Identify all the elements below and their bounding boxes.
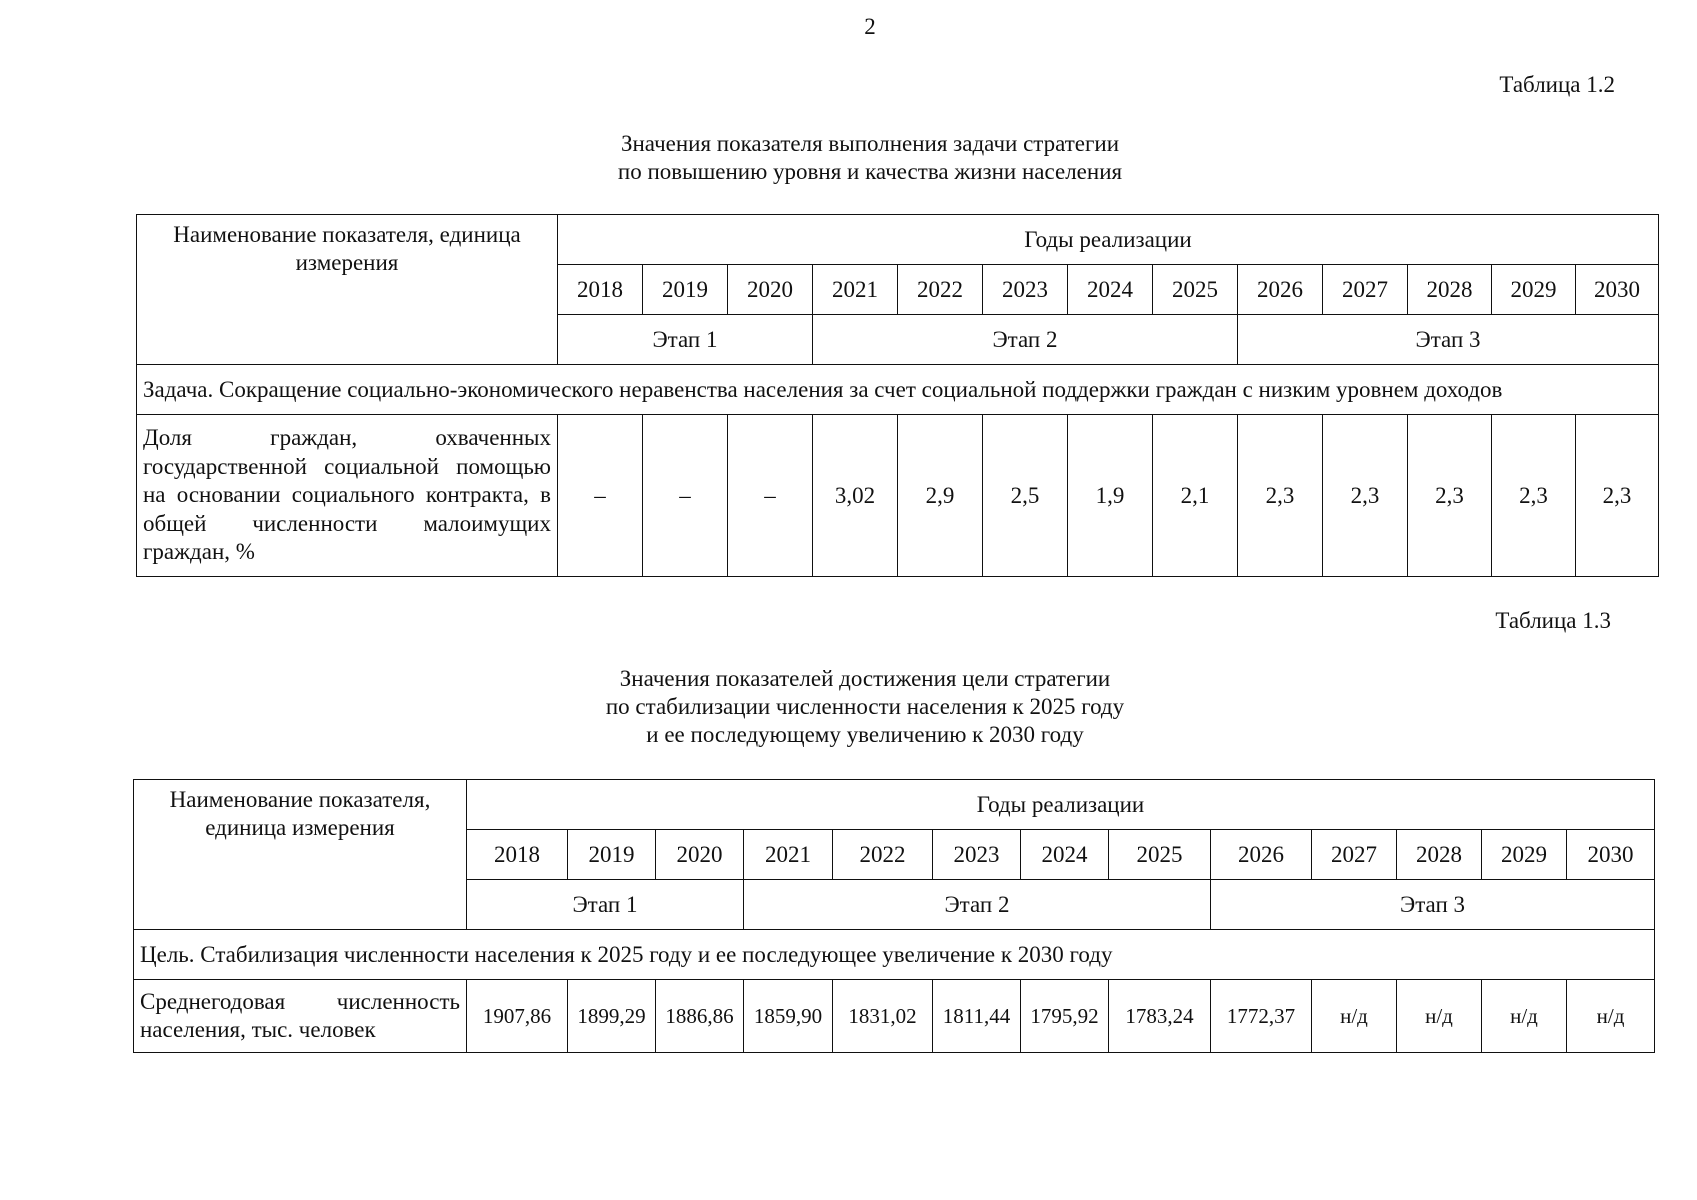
table-title-line: и ее последующему увеличению к 2030 году	[646, 722, 1084, 747]
value-cell: 1783,24	[1109, 980, 1211, 1053]
table-title-line: Значения показателя выполнения задачи стратегии	[620, 131, 1120, 156]
task-row: Задача. Сокращение социально-экономического неравенства населения за счет социальной поддержки граждан с низким уровнем доходов	[137, 365, 1659, 415]
header-years: Годы реализации	[467, 780, 1655, 830]
value-cell: 2,3	[1238, 415, 1323, 577]
value-cell: –	[558, 415, 643, 577]
indicator-name: Доля граждан, охваченных государственной социальной помощью на основании социального контракта, в общей численности малоимущих граждан, %	[137, 415, 558, 577]
value-cell: н/д	[1312, 980, 1397, 1053]
value-cell: н/д	[1567, 980, 1655, 1053]
stage-cell: Этап 3	[1238, 315, 1659, 365]
year-cell: 2028	[1397, 830, 1482, 880]
year-cell: 2019	[568, 830, 656, 880]
year-cell: 2029	[1482, 830, 1567, 880]
value-cell: 2,9	[898, 415, 983, 577]
year-cell: 2018	[558, 265, 643, 315]
value-cell: 2,3	[1492, 415, 1576, 577]
value-cell: 2,3	[1323, 415, 1408, 577]
indicator-table	[133, 779, 1655, 1053]
header-years: Годы реализации	[558, 215, 1659, 265]
value-cell: 2,3	[1408, 415, 1492, 577]
year-cell: 2027	[1312, 830, 1397, 880]
year-cell: 2026	[1238, 265, 1323, 315]
value-cell: 1907,86	[467, 980, 568, 1053]
year-cell: 2020	[728, 265, 813, 315]
year-cell: 2027	[1323, 265, 1408, 315]
year-cell: 2028	[1408, 265, 1492, 315]
value-cell: 1899,29	[568, 980, 656, 1053]
value-cell: 1,9	[1068, 415, 1153, 577]
table-caption: Таблица 1.3	[1495, 608, 1611, 633]
value-cell: 1811,44	[933, 980, 1021, 1053]
value-cell: –	[643, 415, 728, 577]
year-cell: 2021	[813, 265, 898, 315]
year-cell: 2018	[467, 830, 568, 880]
value-cell: –	[728, 415, 813, 577]
value-cell: 1886,86	[656, 980, 744, 1053]
year-cell: 2022	[833, 830, 933, 880]
value-cell: 2,5	[983, 415, 1068, 577]
indicator-name: Среднегодовая численность населения, тыс. человек	[134, 980, 467, 1053]
value-cell: 1831,02	[833, 980, 933, 1053]
value-cell: 2,1	[1153, 415, 1238, 577]
header-indicator-name: Наименование показателя, единица измерения	[137, 215, 558, 365]
stage-cell: Этап 1	[467, 880, 744, 930]
table-title	[0, 130, 1697, 186]
table-title-line: по повышению уровня и качества жизни населения	[617, 159, 1123, 184]
table-title-line: Значения показателей достижения цели стратегии	[619, 666, 1111, 691]
year-cell: 2022	[898, 265, 983, 315]
header-indicator-name: Наименование показателя, единица измерения	[134, 780, 467, 930]
year-cell: 2029	[1492, 265, 1576, 315]
stage-cell: Этап 2	[744, 880, 1211, 930]
year-cell: 2024	[1068, 265, 1153, 315]
value-cell: н/д	[1397, 980, 1482, 1053]
year-cell: 2020	[656, 830, 744, 880]
goal-row: Цель. Стабилизация численности населения к 2025 году и ее последующее увеличение к 2030 году	[134, 930, 1655, 980]
indicator-table	[136, 214, 1659, 577]
stage-cell: Этап 3	[1211, 880, 1655, 930]
year-cell: 2023	[933, 830, 1021, 880]
table-caption: Таблица 1.2	[1499, 72, 1615, 97]
value-cell: 1859,90	[744, 980, 833, 1053]
year-cell: 2025	[1109, 830, 1211, 880]
value-cell: 2,3	[1576, 415, 1659, 577]
year-cell: 2019	[643, 265, 728, 315]
year-cell: 2021	[744, 830, 833, 880]
value-cell: 1772,37	[1211, 980, 1312, 1053]
value-cell: 1795,92	[1021, 980, 1109, 1053]
table-title	[0, 665, 1697, 749]
stage-cell: Этап 2	[813, 315, 1238, 365]
year-cell: 2030	[1567, 830, 1655, 880]
page-number: 2	[864, 14, 876, 39]
year-cell: 2026	[1211, 830, 1312, 880]
value-cell: 3,02	[813, 415, 898, 577]
table-title-line: по стабилизации численности населения к 2025 году	[605, 694, 1125, 719]
year-cell: 2024	[1021, 830, 1109, 880]
stage-cell: Этап 1	[558, 315, 813, 365]
year-cell: 2023	[983, 265, 1068, 315]
year-cell: 2030	[1576, 265, 1659, 315]
year-cell: 2025	[1153, 265, 1238, 315]
value-cell: н/д	[1482, 980, 1567, 1053]
